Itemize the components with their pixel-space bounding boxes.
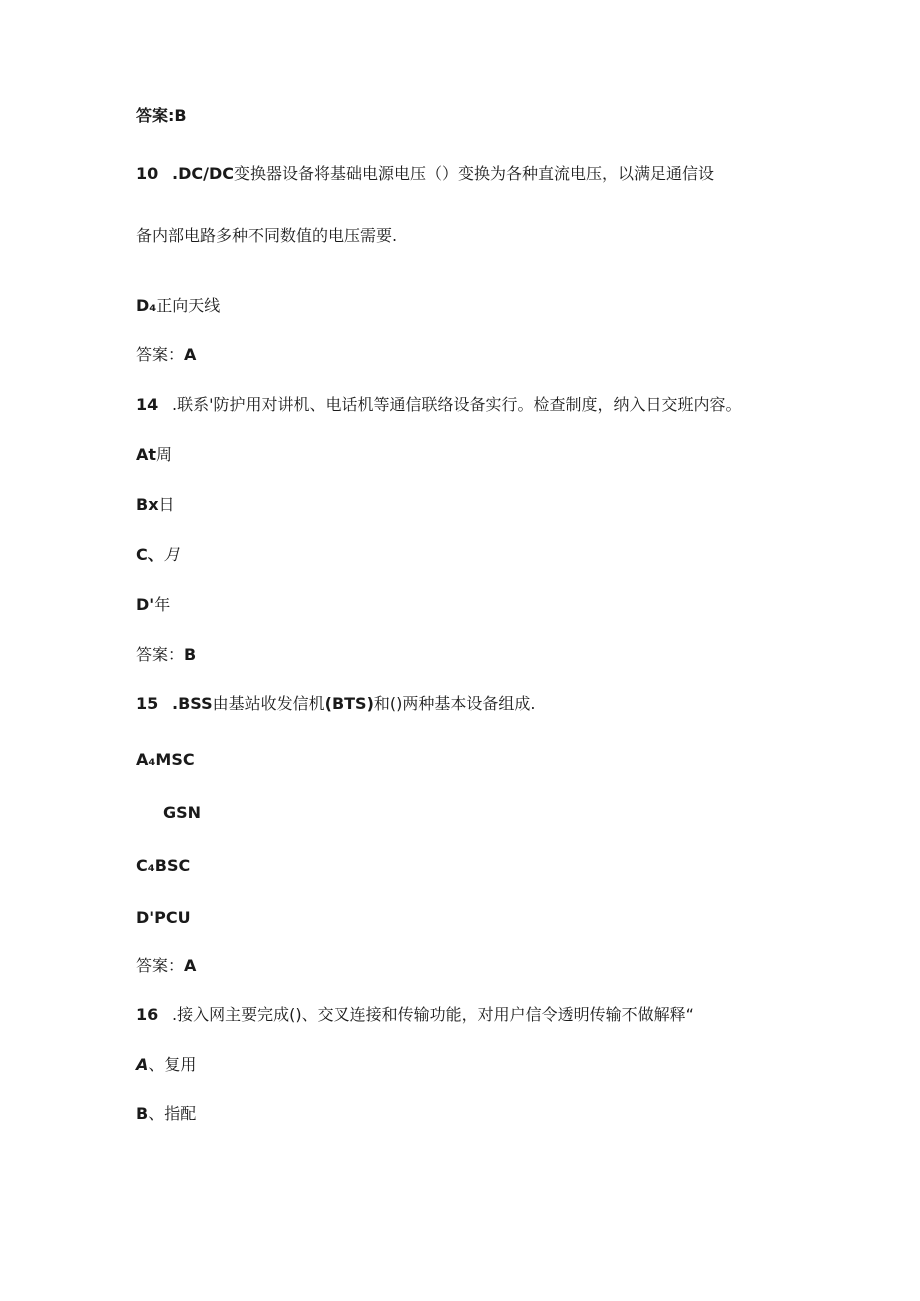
answer-line xyxy=(136,956,196,976)
option-label: At xyxy=(136,445,157,464)
option-text: A₄MSC xyxy=(136,750,195,769)
option-b xyxy=(163,803,201,823)
question-text-bold: (BTS) xyxy=(324,694,374,713)
option-label: D' xyxy=(136,595,155,614)
question-text: .接入网主要完成()、交叉连接和传输功能，对用户信令透明传输不做解释“ xyxy=(172,1005,694,1024)
question-number: 15 xyxy=(136,694,159,713)
option-d xyxy=(136,296,220,316)
question-15 xyxy=(136,694,535,714)
option-text: GSN xyxy=(163,803,202,822)
option-label: B xyxy=(136,1104,149,1123)
question-10-continuation xyxy=(136,226,397,246)
question-10 xyxy=(136,164,714,184)
option-d xyxy=(136,595,170,615)
option-text: 正向天线 xyxy=(156,296,221,315)
question-text-bold: .DC/DC xyxy=(172,164,234,183)
option-text: 、指配 xyxy=(148,1104,197,1123)
option-b xyxy=(136,495,175,515)
answer-label: 答案： xyxy=(136,956,185,975)
question-text-bold: .BSS xyxy=(172,694,213,713)
question-number: 14 xyxy=(136,395,159,414)
question-text: 备内部电路多种不同数值的电压需要. xyxy=(136,226,398,245)
question-number: 10 xyxy=(136,164,159,183)
option-label: A xyxy=(136,1055,149,1074)
question-14 xyxy=(136,395,742,415)
question-text: .联系'防护用对讲机、电话机等通信联络设备实行。检查制度，纳入日交班内容。 xyxy=(172,395,742,414)
option-text: 、复用 xyxy=(148,1055,197,1074)
option-a xyxy=(136,445,172,465)
answer-label: 答案： xyxy=(136,645,185,664)
option-text: C₄BSC xyxy=(136,856,191,875)
option-text: 日 xyxy=(158,495,175,514)
option-d xyxy=(136,908,191,928)
answer-line xyxy=(136,106,187,126)
question-number: 16 xyxy=(136,1005,159,1024)
answer-text: 答案:B xyxy=(136,106,187,125)
option-a xyxy=(136,750,195,770)
option-b xyxy=(136,1104,196,1124)
answer-value: A xyxy=(184,345,197,364)
question-text: 变换器设备将基础电源电压（）变换为各种直流电压，以满足通信设 xyxy=(233,164,714,183)
option-text: 月 xyxy=(163,545,180,564)
option-c xyxy=(136,856,190,876)
option-text: 年 xyxy=(154,595,171,614)
question-text: 和()两种基本设备组成. xyxy=(373,694,536,713)
option-label: C、 xyxy=(136,545,164,564)
answer-line xyxy=(136,345,196,365)
question-text: 由基站收发信机 xyxy=(212,694,325,713)
question-16 xyxy=(136,1005,694,1025)
answer-label: 答案： xyxy=(136,345,185,364)
answer-value: A xyxy=(184,956,197,975)
option-label: D₄ xyxy=(136,296,157,315)
answer-value: B xyxy=(184,645,197,664)
option-c xyxy=(136,545,180,565)
option-text: D'PCU xyxy=(136,908,191,927)
option-text: 周 xyxy=(156,445,173,464)
answer-line xyxy=(136,645,196,665)
option-label: Bx xyxy=(136,495,159,514)
option-a xyxy=(136,1055,196,1075)
